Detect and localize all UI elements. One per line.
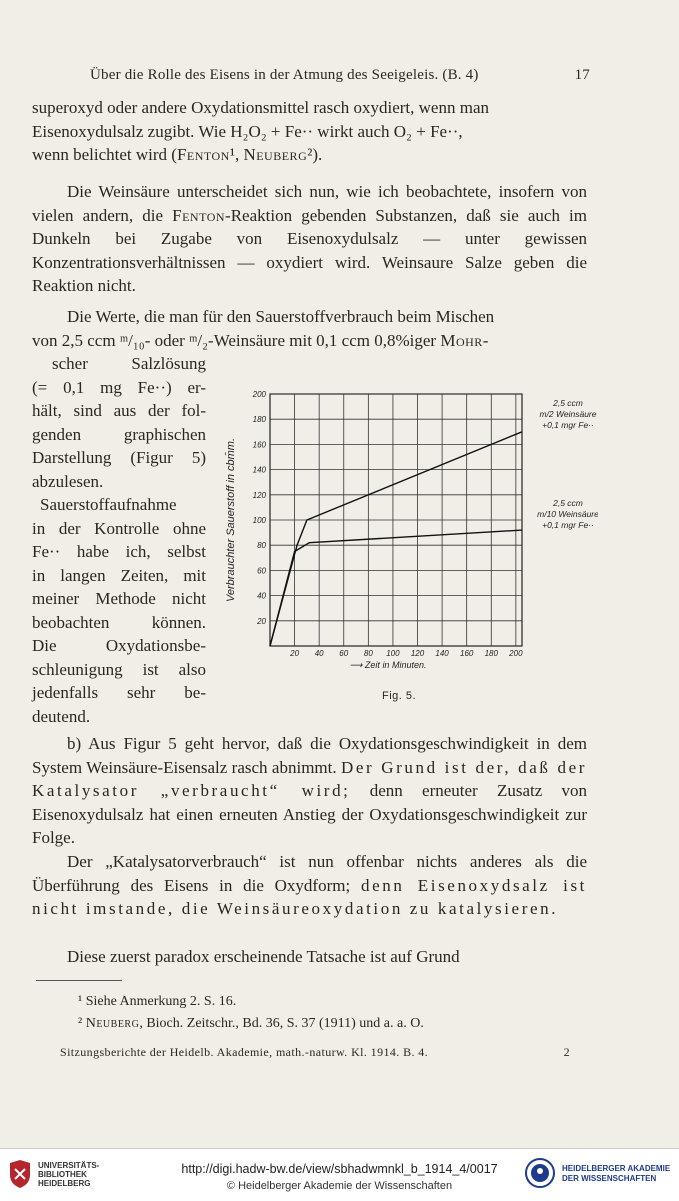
wrapped-line: genden graphischen — [32, 424, 206, 444]
x-tick-label: 120 — [410, 649, 425, 658]
footer-series: Sitzungsberichte der Heidelb. Akademie, math.-naturw. Kl. 1914. B. 4. — [60, 1045, 429, 1059]
wrapped-line: jedenfalls sehr be- — [32, 683, 206, 702]
permalink-url[interactable]: http://digi.hadw-bw.de/view/sbhadwmnkl_b_1914_4/0017 — [181, 1162, 498, 1176]
series-label-2: m/10 Weinsäure — [537, 509, 598, 519]
academy-logo-text — [562, 1164, 670, 1183]
figure-5 — [218, 384, 598, 674]
line: Eisenoxydulsalz zugibt. Wie H₂O₂ + Fe·· wirkt auch O₂ + Fe··, — [32, 121, 463, 141]
signature-mark: 2 — [563, 1045, 570, 1059]
series-label-2: +0,1 mgr Fe·· — [542, 520, 594, 530]
paragraph-1 — [32, 96, 587, 167]
x-tick-label: 180 — [484, 649, 498, 658]
paragraph-4 — [32, 732, 587, 850]
text: Der „Katalysatorverbrauch“ ist nun offenbar nichts anderes als die Überführung des Eisens in die Oxydform; — [32, 852, 587, 895]
y-tick-label: 100 — [252, 516, 266, 525]
series-label-2: 2,5 ccm — [553, 498, 583, 508]
logo-line: BIBLIOTHEK — [38, 1170, 87, 1179]
logo-line: HEIDELBERG — [38, 1179, 91, 1188]
academy-seal-icon — [525, 1158, 555, 1188]
text: ¹, — [229, 145, 244, 164]
y-tick-label: 20 — [257, 616, 266, 626]
y-tick-label: 140 — [252, 465, 266, 475]
x-tick-label: 200 — [509, 649, 523, 658]
y-tick-label: 60 — [257, 566, 266, 576]
wrapped-line: Sauerstoffaufnahme — [40, 495, 177, 514]
author-fenton: Fenton — [172, 205, 226, 225]
y-tick-label: 160 — [252, 440, 266, 450]
paragraph-2 — [32, 180, 587, 298]
line — [32, 329, 587, 353]
author-neuberg: Neuberg — [85, 1016, 140, 1031]
wrapped-line: schleunigung ist also — [32, 659, 206, 679]
wrapped-line: meiner Methode nicht — [32, 589, 206, 608]
wrapped-line: deutend. — [32, 706, 91, 726]
header-title: Über die Rolle des Eisens in der Atmung des Seeigeleis. (B. 4) — [90, 67, 479, 83]
viewer-footer-bar — [0, 1148, 679, 1201]
footnote-rule — [36, 980, 122, 981]
paragraph-6: Diese zuerst paradox erscheinende Tatsache ist auf Grund — [67, 947, 460, 966]
line: Die Werte, die man für den Sauerstoffverbrauch beim Mischen — [67, 307, 495, 326]
x-tick-label: 100 — [386, 649, 400, 658]
wrapped-line: Fe·· habe ich, selbst — [32, 542, 206, 561]
text: denn erneuter Zusatz von Eisenoxydulsalz hat einen erneuten Anstieg der Oxydationsgeschwindigkeit zur Folge. — [32, 781, 587, 847]
series-line-2 — [270, 530, 522, 646]
running-header — [90, 67, 590, 84]
x-tick-label: 160 — [460, 649, 474, 658]
text: Die Weinsäure unterscheidet sich nun, wie ich beobachtete, insofern von vielen andern, die — [32, 182, 587, 225]
line: superoxyd oder andere Oxydationsmittel rasch oxydiert, wenn man — [32, 98, 489, 117]
text: -Reaktion gebenden Substanzen, daß sie auch im Dunkeln bei Zugabe von Eisenoxydulsalz — unter gewissen Konzentrationsverhältnissen — oxydiert wird. Weinsaure Salze geben die Reaktion nicht. — [32, 205, 588, 295]
page-number: 17 — [574, 67, 590, 83]
y-tick-label: 80 — [257, 541, 266, 551]
text: wenn belichtet wird ( — [32, 145, 177, 164]
y-axis-label: Verbrauchter Sauerstoff in cbm̄m. — [225, 437, 237, 603]
text: ²). — [307, 145, 323, 164]
text: , Bioch. Zeitschr., Bd. 36, S. 37 (1911) und a. a. O. — [139, 1016, 424, 1031]
wrapped-line: hält, sind aus der fol- — [32, 401, 206, 420]
series-label-1: m/2 Weinsäure — [539, 409, 597, 419]
footer-line — [60, 1045, 570, 1060]
series-line-1 — [270, 432, 522, 646]
author-mohr: Mohr — [440, 330, 483, 350]
figure-caption: Fig. 5. — [382, 690, 417, 702]
y-tick-label: 40 — [257, 591, 266, 601]
text: - — [482, 330, 489, 350]
copyright-text: © Heidelberger Akademie der Wissenschaften — [226, 1180, 453, 1192]
series-label-1: +0,1 mgr Fe·· — [542, 420, 594, 430]
author-neuberg: Neuberg — [243, 145, 308, 164]
line — [32, 143, 587, 167]
logo-line: DER WISSENSCHAFTEN — [562, 1173, 657, 1183]
y-tick-label: 120 — [252, 490, 266, 500]
paragraph-3-intro — [32, 305, 587, 352]
emphasis-text: denn Eisenoxydsalz ist nicht imstande, die Weinsäureoxydation zu katalysieren. — [32, 875, 587, 918]
wrapped-line: Die Oxydationsbe- — [32, 636, 206, 655]
x-axis-label: ⟶ Zeit in Minuten. — [349, 660, 427, 670]
logo-line: UNIVERSITÄTS- — [38, 1161, 100, 1170]
wrapped-line: scher Salzlösung — [52, 354, 206, 373]
chart-svg — [218, 384, 598, 674]
y-tick-label: 180 — [252, 415, 266, 425]
text: b) Aus Figur 5 geht hervor, daß die Oxydationsgeschwindigkeit in dem System Weinsäure-Eisensalz rasch abnimmt. — [32, 734, 587, 777]
author-fenton: Fenton — [176, 145, 230, 164]
x-tick-label: 60 — [339, 649, 349, 658]
wrapped-line: beobachten können. — [32, 612, 206, 632]
wrapped-line: in langen Zeiten, mit — [32, 565, 206, 585]
wrapped-line: Darstellung (Figur 5) — [32, 448, 206, 467]
logo-line: HEIDELBERGER AKADEMIE — [562, 1164, 671, 1173]
emphasis-text: Der Grund ist der, daß der Katalysator „verbraucht“ wird; — [32, 757, 587, 800]
footnote-2 — [78, 1014, 424, 1034]
x-tick-label: 80 — [363, 649, 373, 658]
text: ² — [78, 1016, 86, 1031]
y-tick-label: 200 — [252, 390, 266, 399]
wrapped-line: (= 0,1 mg Fe··) er- — [32, 377, 206, 397]
x-tick-label: 140 — [435, 649, 449, 658]
wrapped-line: in der Kontrolle ohne — [32, 518, 206, 538]
paragraph-5 — [32, 850, 587, 921]
x-tick-label: 20 — [290, 649, 300, 658]
x-tick-label: 40 — [314, 649, 324, 658]
wrapped-line: abzulesen. — [32, 471, 104, 491]
footnote-1: ¹ Siehe Anmerkung 2. S. 16. — [78, 994, 237, 1009]
series-label-1: 2,5 ccm — [553, 398, 583, 408]
text: von 2,5 ccm ᵐ/₁₀- oder ᵐ/₂-Weinsäure mit 0,1 ccm 0,8%iger — [32, 330, 441, 350]
